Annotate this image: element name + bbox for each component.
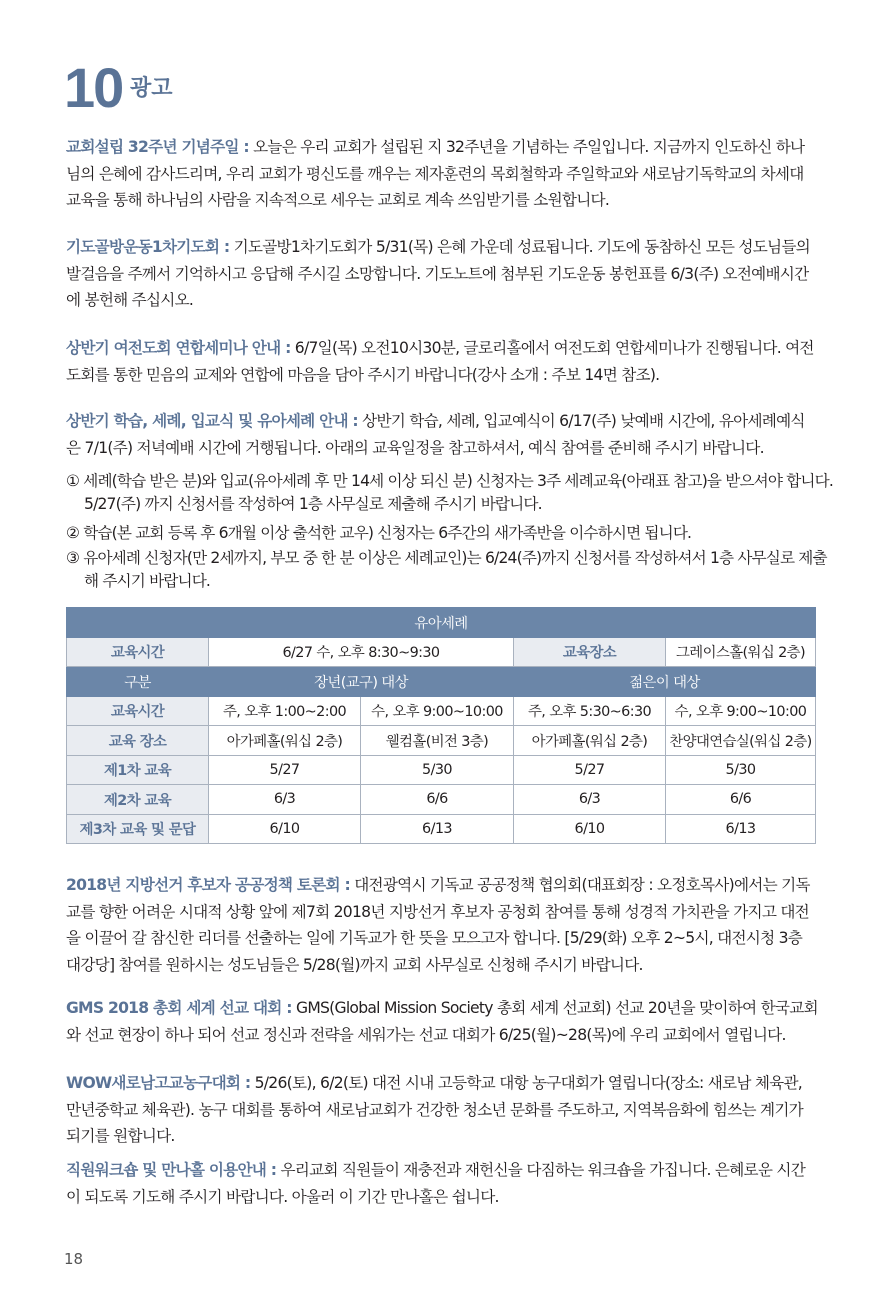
notice-title: 2018년 지방선거 후보자 공공정책 토론회 : [66, 876, 350, 894]
table-row [67, 726, 816, 756]
notice-title: 상반기 학습, 세례, 입교식 및 유아세례 안내 : [66, 412, 358, 430]
group-young: 젊은이 대상 [514, 667, 816, 697]
table-cell: 6/6 [666, 785, 816, 815]
baptism-schedule-table [66, 607, 816, 844]
table-group-row [67, 667, 816, 697]
table-cell: 6/3 [514, 785, 666, 815]
table-cell: 주, 오후 1:00~2:00 [209, 696, 361, 726]
row-label: 교육 장소 [67, 726, 209, 756]
notice-body: 기도골방1차기도회가 5/31(목) 은혜 가운데 성료됩니다. 기도에 동참하신 모든 성도님들의 발걸음을 주께서 기억하시고 응답해 주시길 소망합니다. 기도노트에 첨부된 기도운동 봉헌표를 6/3(주) 오전예배시간에 봉헌해 주십시오. [66, 238, 810, 309]
table-cell: 아가페홀(워십 2층) [209, 726, 361, 756]
infant-place-value: 그레이스홀(워십 2층) [666, 637, 816, 667]
page-number: 18 [64, 1250, 84, 1268]
table-cell: 5/30 [361, 755, 514, 785]
notice-basketball [66, 1070, 818, 1150]
table-cell: 웰컴홀(비전 3층) [361, 726, 514, 756]
table-cell: 6/10 [209, 814, 361, 844]
notice-body: 6/7일(목) 오전10시30분, 글로리홀에서 여전도회 연합세미나가 진행됩니다. 여전도회를 통한 믿음의 교제와 연합에 마음을 담아 주시기 바랍니다(강사 소개 : 주보 14면 참조). [66, 339, 814, 384]
notice-body: 우리교회 직원들이 재충전과 재헌신을 다짐하는 워크숍을 가집니다. 은혜로운 시간이 되도록 기도해 주시기 바랍니다. 아울러 이 기간 만나홀은 쉽니다. [66, 1161, 806, 1206]
table-title-row [67, 608, 816, 638]
notice-title: 기도골방운동1차기도회 : [66, 238, 230, 256]
notice-title: 교회설립 32주년 기념주일 : [66, 138, 249, 156]
notice-title: GMS 2018 총회 세계 선교 대회 : [66, 999, 292, 1017]
table-cell: 6/13 [361, 814, 514, 844]
row-label: 교육시간 [67, 696, 209, 726]
table-row [67, 637, 816, 667]
notice-election-forum [66, 872, 818, 978]
table-cell: 5/27 [209, 755, 361, 785]
row-label: 제2차 교육 [67, 785, 209, 815]
table-row [67, 755, 816, 785]
table-cell: 수, 오후 9:00~10:00 [361, 696, 514, 726]
row-label: 제1차 교육 [67, 755, 209, 785]
table-cell: 5/27 [514, 755, 666, 785]
infant-place-label: 교육장소 [514, 637, 666, 667]
table-title: 유아세례 [67, 608, 816, 638]
table-row [67, 785, 816, 815]
row-label: 제3차 교육 및 문답 [67, 814, 209, 844]
table-cell: 6/13 [666, 814, 816, 844]
notice-body: GMS(Global Mission Society 총회 세계 선교회) 선교 20년을 맞이하여 한국교회와 선교 현장이 하나 되어 선교 정신과 전략을 세워가는 선교 대회가 6/25(월)~28(목)에 우리 교회에서 열립니다. [66, 999, 818, 1044]
notice-staff-workshop [66, 1157, 818, 1210]
section-number: 10 [64, 56, 123, 119]
notice-title: 직원워크숍 및 만나홀 이용안내 : [66, 1161, 277, 1179]
step-item: ① 세례(학습 받은 분)와 입교(유아세례 후 만 14세 이상 되신 분) 신청자는 3주 세례교육(아래표 참고)을 받으셔야 합니다. 5/27(주) 까지 신청서를 작성하여 1층 사무실로 제출해 주시기 바랍니다. [66, 472, 833, 513]
table-cell: 6/6 [361, 785, 514, 815]
step-item: ② 학습(본 교회 등록 후 6개월 이상 출석한 교우) 신청자는 6주간의 새가족반을 이수하시면 됩니다. [66, 524, 692, 542]
table-cell: 아가페홀(워십 2층) [514, 726, 666, 756]
table-cell: 찬양대연습실(워십 2층) [666, 726, 816, 756]
notice-gms-mission [66, 995, 818, 1048]
table-cell: 6/3 [209, 785, 361, 815]
notice-body: 5/26(토), 6/2(토) 대전 시내 고등학교 대항 농구대회가 열립니다(장소: 새로남 체육관, 만년중학교 체육관). 농구 대회를 통하여 새로남교회가 건강한 청소년 문화를 주도하고, 지역복음화에 힘쓰는 계기가 되기를 원합니다. [66, 1074, 803, 1145]
group-label: 구분 [67, 667, 209, 697]
table-row [67, 696, 816, 726]
table-cell: 주, 오후 5:30~6:30 [514, 696, 666, 726]
table-cell: 5/30 [666, 755, 816, 785]
notice-title: WOW새로남고교농구대회 : [66, 1074, 251, 1092]
notice-title: 상반기 여전도회 연합세미나 안내 : [66, 339, 291, 357]
table-cell: 수, 오후 9:00~10:00 [666, 696, 816, 726]
notice-body: 상반기 학습, 세례, 입교예식이 6/17(주) 낮예배 시간에, 유아세례예식은 7/1(주) 저녁예배 시간에 거행됩니다. 아래의 교육일정을 참고하셔서, 예식 참여를 준비해 주시기 바랍니다. [66, 412, 805, 457]
notice-body: 오늘은 우리 교회가 설립된 지 32주년을 기념하는 주일입니다. 지금까지 인도하신 하나님의 은혜에 감사드리며, 우리 교회가 평신도를 깨우는 제자훈련의 목회철학과 주일학교와 새로남기독학교의 차세대 교육을 통해 하나님의 사람을 지속적으로 세우는 교회로 계속 쓰임받기를 소원합니다. [66, 138, 805, 209]
table-row [67, 814, 816, 844]
notice-prayer-meeting [66, 234, 818, 314]
infant-time-value: 6/27 수, 오후 8:30~9:30 [209, 637, 514, 667]
notice-body: 대전광역시 기독교 공공정책 협의회(대표회장 : 오정호목사)에서는 기독교를 향한 어려운 시대적 상황 앞에 제7회 2018년 지방선거 후보자 공청회 참여를 통해 성경적 가치관을 가지고 대전을 이끌어 갈 참신한 리더를 선출하는 일에 기독교가 한 뜻을 모으고자 합니다. [5/29(화) 오후 2~5시, 대전시청 3층 대강당] 참여를 원하시는 성도님들은 5/28(월)까지 교회 사무실로 신청해 주시기 바랍니다. [66, 876, 810, 974]
group-elder: 장년(교구) 대상 [209, 667, 514, 697]
notice-anniversary [66, 134, 818, 214]
infant-time-label: 교육시간 [67, 637, 209, 667]
notice-womens-seminar [66, 335, 818, 388]
section-category: 광고 [130, 76, 173, 101]
notice-baptism [66, 408, 818, 461]
step-item: ③ 유아세례 신청자(만 2세까지, 부모 중 한 분 이상은 세례교인)는 6/24(주)까지 신청서를 작성하셔서 1층 사무실로 제출해 주시기 바랍니다. [66, 549, 827, 590]
table-cell: 6/10 [514, 814, 666, 844]
